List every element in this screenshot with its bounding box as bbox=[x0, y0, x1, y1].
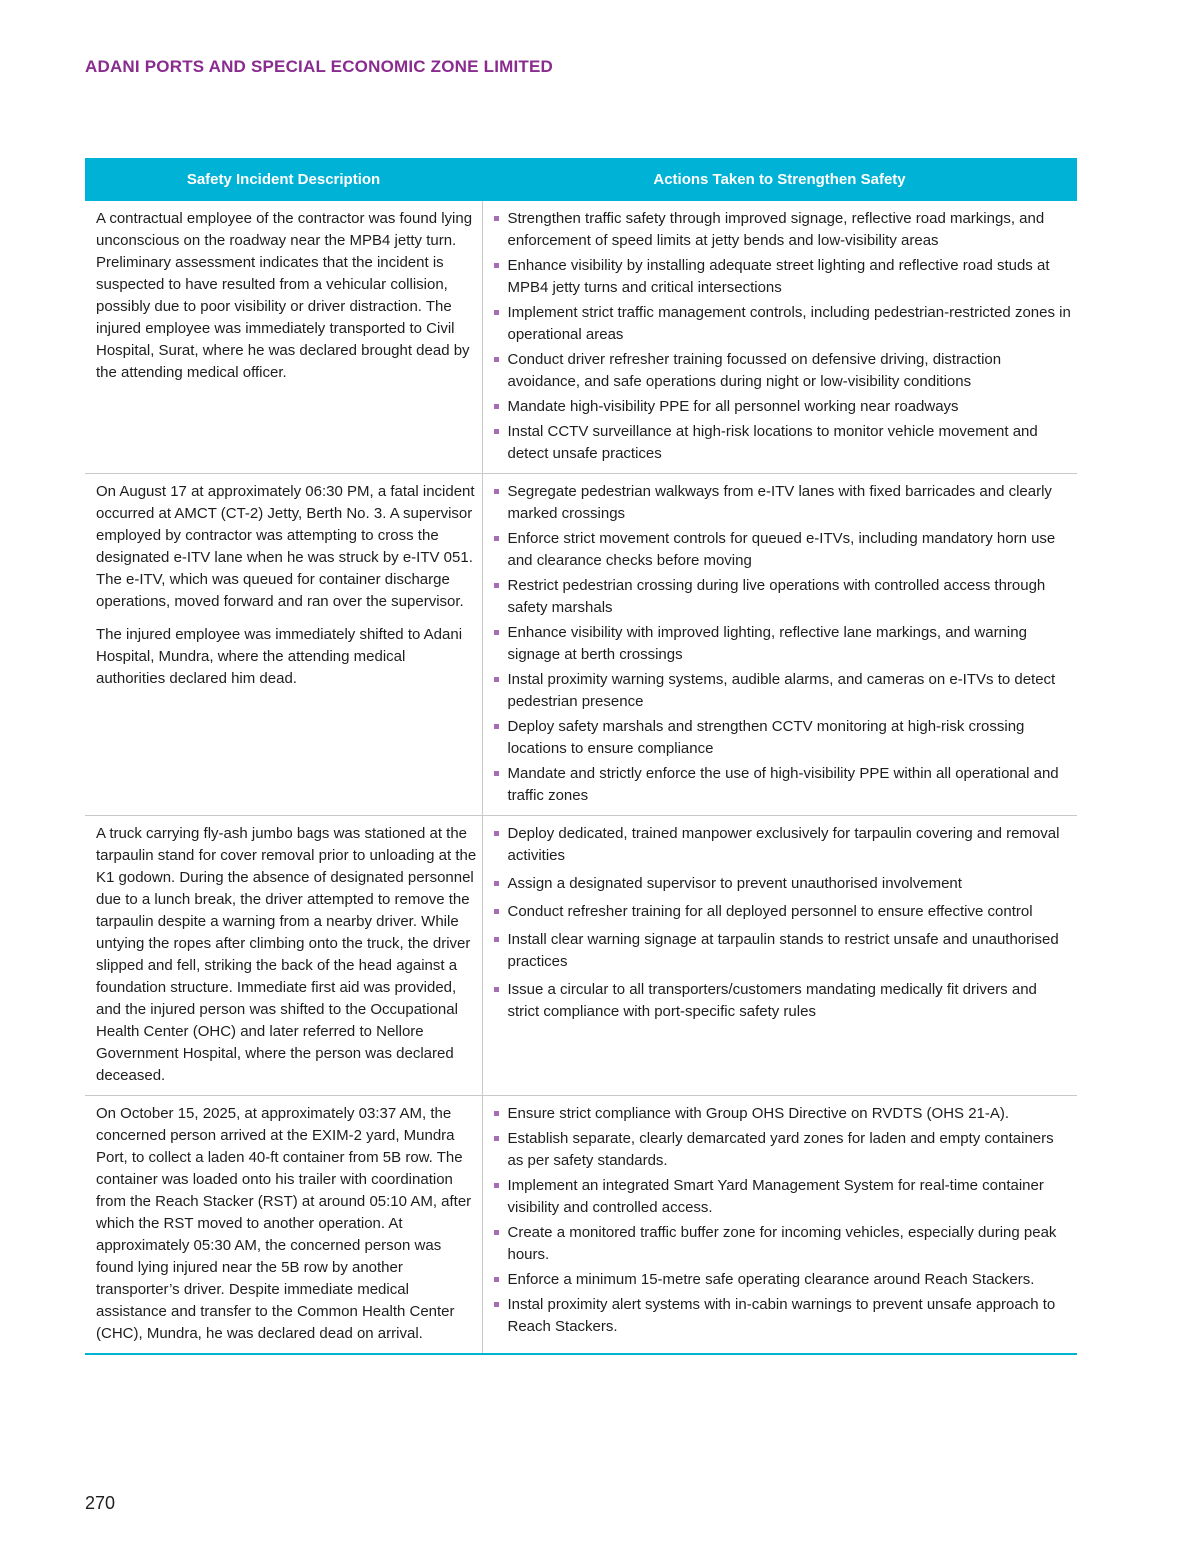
incident-description-cell bbox=[85, 201, 482, 474]
column-header-description: Safety Incident Description bbox=[85, 158, 482, 201]
actions-cell bbox=[482, 201, 1077, 474]
incident-description: The injured employee was immediately shifted to Adani Hospital, Mundra, where the attending medical authorities declared him dead. bbox=[96, 626, 463, 687]
safety-incidents-table bbox=[85, 158, 1077, 1355]
actions-cell bbox=[482, 474, 1077, 816]
action-item: Instal proximity warning systems, audible alarms, and cameras on e-ITVs to detect pedestrian presence bbox=[493, 669, 1072, 713]
column-header-actions: Actions Taken to Strengthen Safety bbox=[482, 158, 1077, 201]
action-item: Strengthen traffic safety through improved signage, reflective road markings, and enforcement of speed limits at jetty bends and low-visibility areas bbox=[493, 208, 1072, 252]
company-name: ADANI PORTS AND SPECIAL ECONOMIC ZONE LIMITED bbox=[85, 57, 554, 76]
action-item: Conduct refresher training for all deployed personnel to ensure effective control bbox=[493, 901, 1072, 923]
action-item: Conduct driver refresher training focussed on defensive driving, distraction avoidance, and safe operations during night or low-visibility conditions bbox=[493, 349, 1072, 393]
table-row bbox=[85, 816, 1077, 1096]
actions-cell bbox=[482, 816, 1077, 1096]
page-number: 270 bbox=[85, 1493, 116, 1513]
action-item: Create a monitored traffic buffer zone for incoming vehicles, especially during peak hours. bbox=[493, 1222, 1072, 1266]
action-item: Enhance visibility with improved lighting, reflective lane markings, and warning signage at berth crossings bbox=[493, 622, 1072, 666]
actions-list bbox=[493, 1103, 1072, 1338]
table-row bbox=[85, 1096, 1077, 1355]
action-item: Instal proximity alert systems with in-cabin warnings to prevent unsafe approach to Reach Stackers. bbox=[493, 1294, 1072, 1338]
incident-description-cell bbox=[85, 816, 482, 1096]
action-item: Restrict pedestrian crossing during live operations with controlled access through safety marshals bbox=[493, 575, 1072, 619]
action-item: Assign a designated supervisor to prevent unauthorised involvement bbox=[493, 873, 1072, 895]
action-item: Instal CCTV surveillance at high-risk locations to monitor vehicle movement and detect unsafe practices bbox=[493, 421, 1072, 465]
table-row bbox=[85, 474, 1077, 816]
actions-list bbox=[493, 481, 1072, 807]
incident-description: A contractual employee of the contractor was found lying unconscious on the roadway near the MPB4 jetty turn. Preliminary assessment indicates that the incident is suspected to have resulted from a vehicular collision, possibly due to poor visibility or driver distraction. The injured employee was immediately transported to Civil Hospital, Surat, where he was declared brought dead by the attending medical officer. bbox=[96, 210, 473, 381]
incident-description: A truck carrying fly-ash jumbo bags was stationed at the tarpaulin stand for cover removal prior to unloading at the K1 godown. During the absence of designated personnel due to a lunch break, the driver attempted to remove the tarpaulin despite a warning from a nearby driver. While untying the ropes after climbing onto the truck, the driver slipped and fell, striking the back of the head against a foundation structure. Immediate first aid was provided, and the injured person was shifted to the Occupational Health Center (OHC) and later referred to Nellore Government Hospital, where the person was declared deceased. bbox=[96, 825, 477, 1084]
action-item: Enhance visibility by installing adequate street lighting and reflective road studs at MPB4 jetty turns and critical intersections bbox=[493, 255, 1072, 299]
action-item: Segregate pedestrian walkways from e-ITV lanes with fixed barricades and clearly marked crossings bbox=[493, 481, 1072, 525]
incident-description-cell bbox=[85, 474, 482, 816]
action-item: Deploy safety marshals and strengthen CCTV monitoring at high-risk crossing locations to ensure compliance bbox=[493, 716, 1072, 760]
action-item: Ensure strict compliance with Group OHS Directive on RVDTS (OHS 21-A). bbox=[493, 1103, 1072, 1125]
actions-cell bbox=[482, 1096, 1077, 1355]
action-item: Mandate high-visibility PPE for all personnel working near roadways bbox=[493, 396, 1072, 418]
action-item: Enforce strict movement controls for queued e-ITVs, including mandatory horn use and clearance checks before moving bbox=[493, 528, 1072, 572]
action-item: Implement strict traffic management controls, including pedestrian-restricted zones in operational areas bbox=[493, 302, 1072, 346]
incident-description: On October 15, 2025, at approximately 03:37 AM, the concerned person arrived at the EXIM-2 yard, Mundra Port, to collect a laden 40-ft container from 5B row. The container was loaded onto his trailer with coordination from the Reach Stacker (RST) at around 05:10 AM, after which the RST moved to another operation. At approximately 05:30 AM, the concerned person was found lying injured near the 5B row by another transporter’s driver. Despite immediate medical assistance and transfer to the Common Health Center (CHC), Mundra, he was declared dead on arrival. bbox=[96, 1105, 472, 1342]
action-item: Install clear warning signage at tarpaulin stands to restrict unsafe and unauthorised practices bbox=[493, 929, 1072, 973]
actions-list bbox=[493, 208, 1072, 465]
incident-description-cell bbox=[85, 1096, 482, 1355]
incident-description: On August 17 at approximately 06:30 PM, a fatal incident occurred at AMCT (CT-2) Jetty, Berth No. 3. A supervisor employed by contractor was attempting to cross the designated e-ITV lane when he was struck by e-ITV 051. The e-ITV, which was queued for container discharge operations, moved forward and ran over the supervisor. bbox=[96, 483, 475, 610]
actions-list bbox=[493, 823, 1072, 1023]
action-item: Establish separate, clearly demarcated yard zones for laden and empty containers as per safety standards. bbox=[493, 1128, 1072, 1172]
action-item: Deploy dedicated, trained manpower exclusively for tarpaulin covering and removal activities bbox=[493, 823, 1072, 867]
table-header-row bbox=[85, 158, 1077, 201]
action-item: Enforce a minimum 15-metre safe operating clearance around Reach Stackers. bbox=[493, 1269, 1072, 1291]
action-item: Mandate and strictly enforce the use of high-visibility PPE within all operational and traffic zones bbox=[493, 763, 1072, 807]
action-item: Implement an integrated Smart Yard Management System for real-time container visibility and controlled access. bbox=[493, 1175, 1072, 1219]
action-item: Issue a circular to all transporters/customers mandating medically fit drivers and strict compliance with port-specific safety rules bbox=[493, 979, 1072, 1023]
table-row bbox=[85, 201, 1077, 474]
